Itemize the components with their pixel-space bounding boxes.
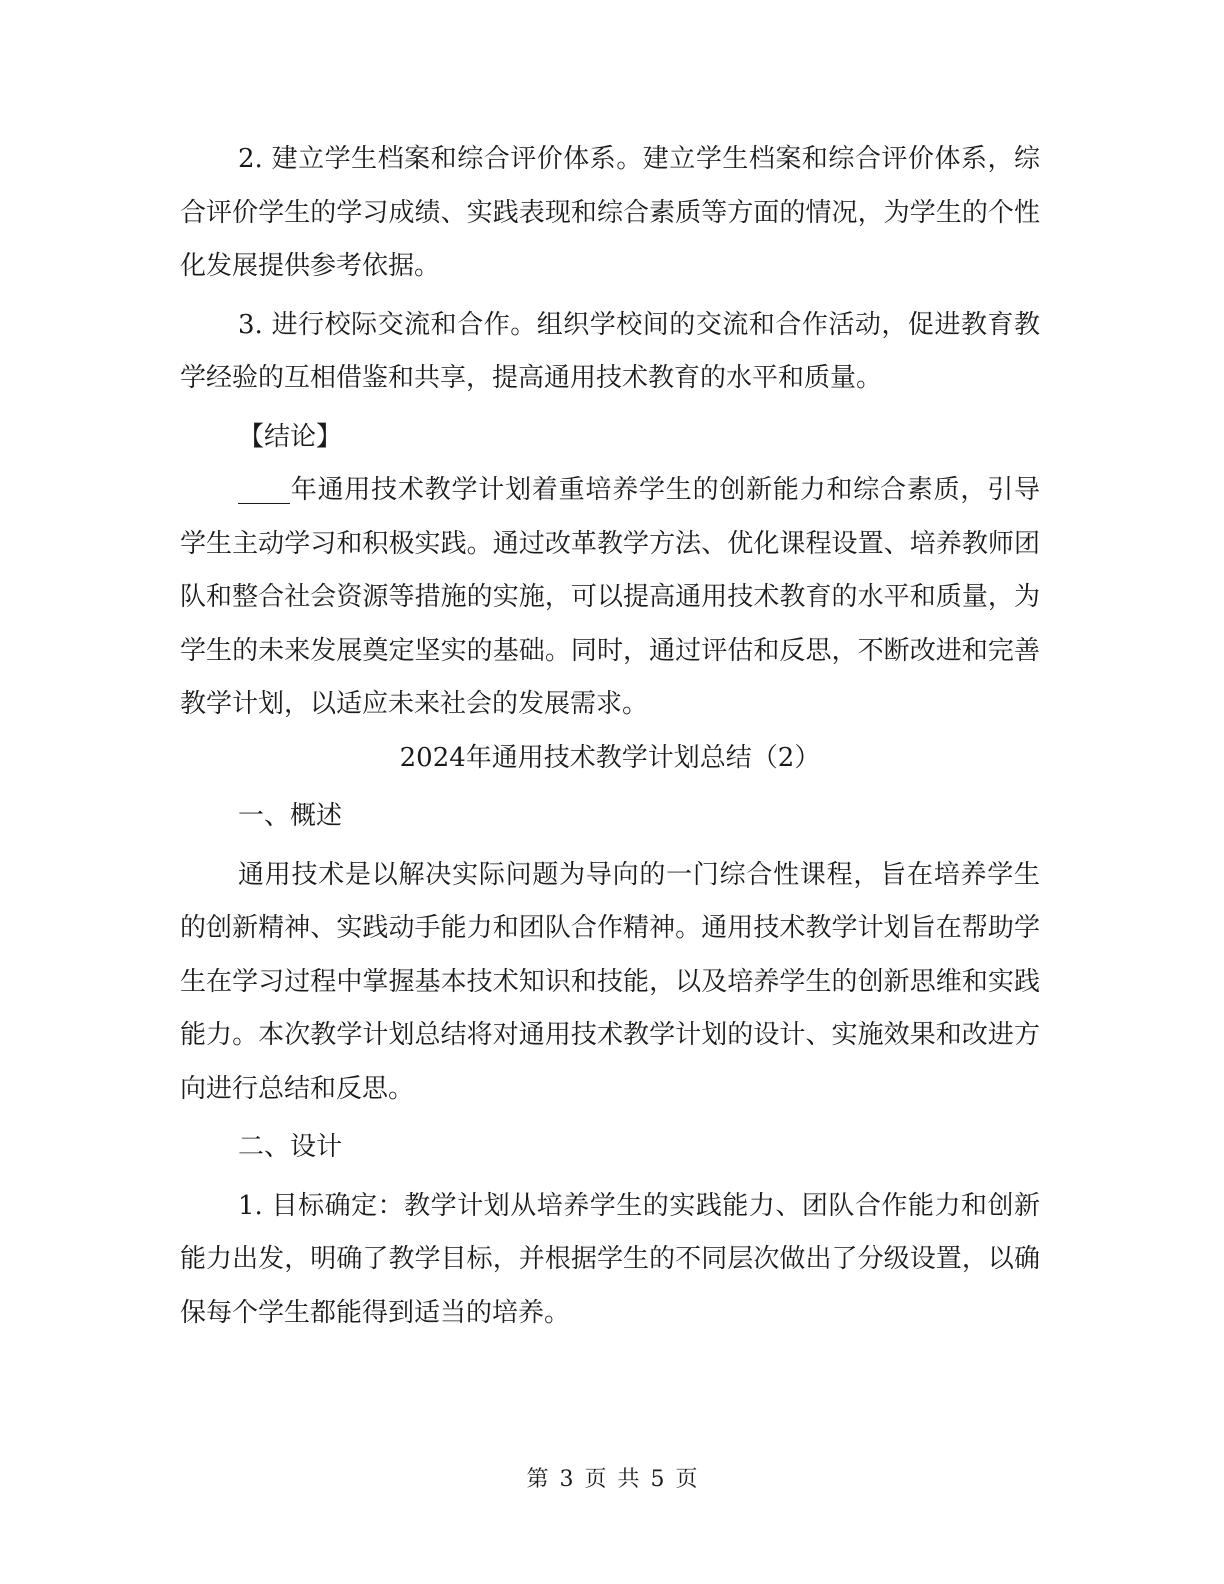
paragraph-conclusion: ____年通用技术教学计划着重培养学生的创新能力和综合素质，引导学生主动学习和积极实践。通过改革教学方法、优化课程设置、培养教师团队和整合社会资源等措施的实施，可以提高通用技术教育的水平和质量，为学生的未来发展奠定坚实的基础。同时，通过评估和反思，不断改进和完善教学计划，以适应未来社会的发展需求。 [180,475,1040,719]
heading-design: 二、设计 [238,1132,343,1162]
paragraph-overview: 通用技术是以解决实际问题为导向的一门综合性课程，旨在培养学生的创新精神、实践动手能力和团队合作精神。通用技术教学计划旨在帮助学生在学习过程中掌握基本技术知识和技能，以及培养学生的创新思维和实践能力。本次教学计划总结将对通用技术教学计划的设计、实施效果和改进方向进行总结和反思。 [180,859,1040,1104]
page-number-footer: 第 3 页 共 5 页 [526,1467,698,1492]
section-title: 2024年通用技术教学计划总结（2） [399,742,821,773]
paragraph-student-records: 2. 建立学生档案和综合评价体系。建立学生档案和综合评价体系，综合评价学生的学习成绩、实践表现和综合素质等方面的情况，为学生的个性化发展提供参考依据。 [180,144,1040,281]
paragraph-goal-setting: 1. 目标确定：教学计划从培养学生的实践能力、团队合作能力和创新能力出发，明确了教学目标，并根据学生的不同层次做出了分级设置，以确保每个学生都能得到适当的培养。 [180,1190,1040,1328]
paragraph-school-exchange: 3. 进行校际交流和合作。组织学校间的交流和合作活动，促进教育教学经验的互相借鉴和共享，提高通用技术教育的水平和质量。 [180,309,1040,393]
page-content [180,133,1040,1340]
conclusion-heading: 【结论】 [238,421,343,452]
heading-overview: 一、概述 [238,801,343,831]
